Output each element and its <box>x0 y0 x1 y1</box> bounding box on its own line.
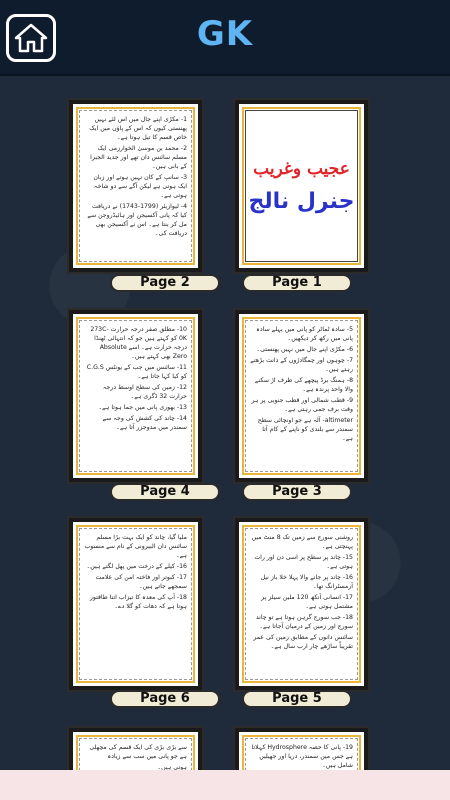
page-text-8 <box>245 738 358 770</box>
page-card-4[interactable] <box>69 310 202 482</box>
page-line: altimeter- آلہ ہے جو اونچائی سطح سمندر سے بلندی کو ناپنے کے کام آتا ہے۔ <box>257 417 353 442</box>
page-text-7 <box>79 738 192 770</box>
page-line: 17- کبوتر اور فاختہ امن کی علامت سمجھے جاتے ہیں۔ <box>95 574 187 590</box>
page-line: 8- ہمنگ برڈ پیچھے کی طرف اڑ سکنے والا واحد پرندہ ہے۔ <box>254 377 353 393</box>
page-line: 16- چاند پر جانے والا پہلا خلا باز نیل آرمسٹرانگ تھا۔ <box>260 574 353 590</box>
cover-content <box>245 110 358 262</box>
page-line: 12- زمین کی سطح اوسط درجہ حرارت 32 ڈگری ہے۔ <box>102 384 187 400</box>
page-line: 3- سانپ کے کان نہیں ہوتے اور زبان ایک ہوتی ہے لیکن آگے سے دو شاخہ ہوتی ہے۔ <box>93 174 187 199</box>
bottom-banner <box>0 770 450 800</box>
page-card-7[interactable] <box>69 728 202 770</box>
page-text-2 <box>79 110 192 262</box>
page-label-3[interactable]: Page 3 <box>242 483 352 501</box>
page-line: 14- چاند کی کشش کی وجہ سے سمندر میں مدوجزر آتا ہے۔ <box>102 415 187 431</box>
page-line: 13- بھوری پانی میں جما ہوتا ہے۔ <box>98 404 187 411</box>
page-line: 5- سادہ ٹماٹر کو پانی میں پہلے سادہ پانی میں رکھ کر دیکھیں۔ <box>256 326 353 342</box>
page-label-2[interactable]: Page 2 <box>110 274 220 292</box>
page-line: 6- مکڑی اپنے جال میں نہیں پھنستی۔ <box>256 346 353 353</box>
page-line: 17- انسانی آنکھ 120 ملین سیلز پر مشتمل ہوتی ہے۔ <box>261 594 353 610</box>
page-line: 16- کیلے کے درخت میں پھل لگتے ہیں۔ <box>86 563 187 570</box>
page-title: GK <box>196 14 254 54</box>
page-line: 1- مکڑی اپنے جال میں اس لئے نہیں پھنستی کیوں کہ اس کے پاؤں میں ایک خاص قسم کا تیل ہوتا ہے۔ <box>89 116 187 141</box>
page-card-2[interactable] <box>69 100 202 272</box>
app-header <box>0 0 450 76</box>
page-text-5 <box>245 528 358 680</box>
page-line: 10- مطلق صفر درجہ حرارت 273C-0K کو کہتے ہیں جو کہ انتہائی ٹھنڈا درجہ حرارت ہے۔ اسے Absolute Zero بھی کہتے ہیں۔ <box>90 326 187 360</box>
page-line: 18- جب سورج گرہن ہوتا ہے تو چاند سورج اور زمین کے درمیان آجاتا ہے۔ <box>255 614 353 630</box>
page-card-5[interactable] <box>235 518 368 690</box>
page-label-5[interactable]: Page 5 <box>242 690 352 708</box>
page-line: روشنی سورج سے زمین تک 8 منٹ میں پہنچتی ہے۔ <box>251 534 353 550</box>
page-line: 19- پانی کا حصہ Hydrosphere کہلاتا ہے جس میں سمندر، دریا اور جھیلیں شامل ہیں۔ <box>251 744 353 769</box>
page-line: 11- سائنس میں جب کے یونٹس C.G.S کو کیا کہا جاتا ہے۔ <box>86 364 187 380</box>
page-card-3[interactable] <box>235 310 368 482</box>
page-line: 9- قطب شمالی اور قطب جنوبی پر ہر وقت برف جمی رہتی ہے۔ <box>251 397 353 413</box>
cover-title-line1: عجیب وغریب <box>253 158 350 179</box>
pages-grid <box>0 78 450 770</box>
page-line: 4- لیوازیئر (1799-1743) نے دریافت کیا کہ پانی آکسیجن اور ہائیڈروجن سے مل کر بنتا ہے۔ اس نے آکسیجن بھی دریافت کی۔ <box>87 203 187 237</box>
page-line: ہوتی ہیں۔ <box>157 764 187 770</box>
page-label-1[interactable]: Page 1 <box>242 274 352 292</box>
page-line: 7- چوہوں اور چمگادڑوں کے دانت بڑھتے رہتے ہیں۔ <box>250 357 353 373</box>
page-line: ملیا گیا، چاند کو ایک بہت بڑا مسلم سائنس دان البیرونی کے نام سے منسوب ہے۔ <box>84 534 187 559</box>
page-card-6[interactable] <box>69 518 202 690</box>
page-text-4 <box>79 320 192 472</box>
page-card-1[interactable] <box>235 100 368 272</box>
cover-title-line2: جنرل نالج <box>248 188 355 214</box>
page-text-6 <box>79 528 192 680</box>
page-line: 15- چاند پر سطح پر اسی دن اور رات ہوتی ہے۔ <box>254 554 353 570</box>
page-line: سے بڑی بڑی کی ایک قسم کی مچھلی ہے جو پانی میں سب سے زیادہ <box>89 744 187 760</box>
page-label-6[interactable]: Page 6 <box>110 690 220 708</box>
page-label-4[interactable]: Page 4 <box>110 483 220 501</box>
page-line: 2- محمد بن موسیٰ الخوارزمی ایک مسلم سائنس دان تھے اور جدید الجبرا کے بانی ہیں۔ <box>90 145 187 170</box>
page-line: سائنس دانوں کے مطابق زمین کی عمر تقریباً ساڑھے چار ارب سال ہے۔ <box>253 634 353 650</box>
page-text-3 <box>245 320 358 472</box>
page-line: 18- آپ کی معدہ کا تیزاب اتنا طاقتور ہوتا ہے کہ دھات کو گلا دے۔ <box>89 594 187 610</box>
page-card-8[interactable] <box>235 728 368 770</box>
